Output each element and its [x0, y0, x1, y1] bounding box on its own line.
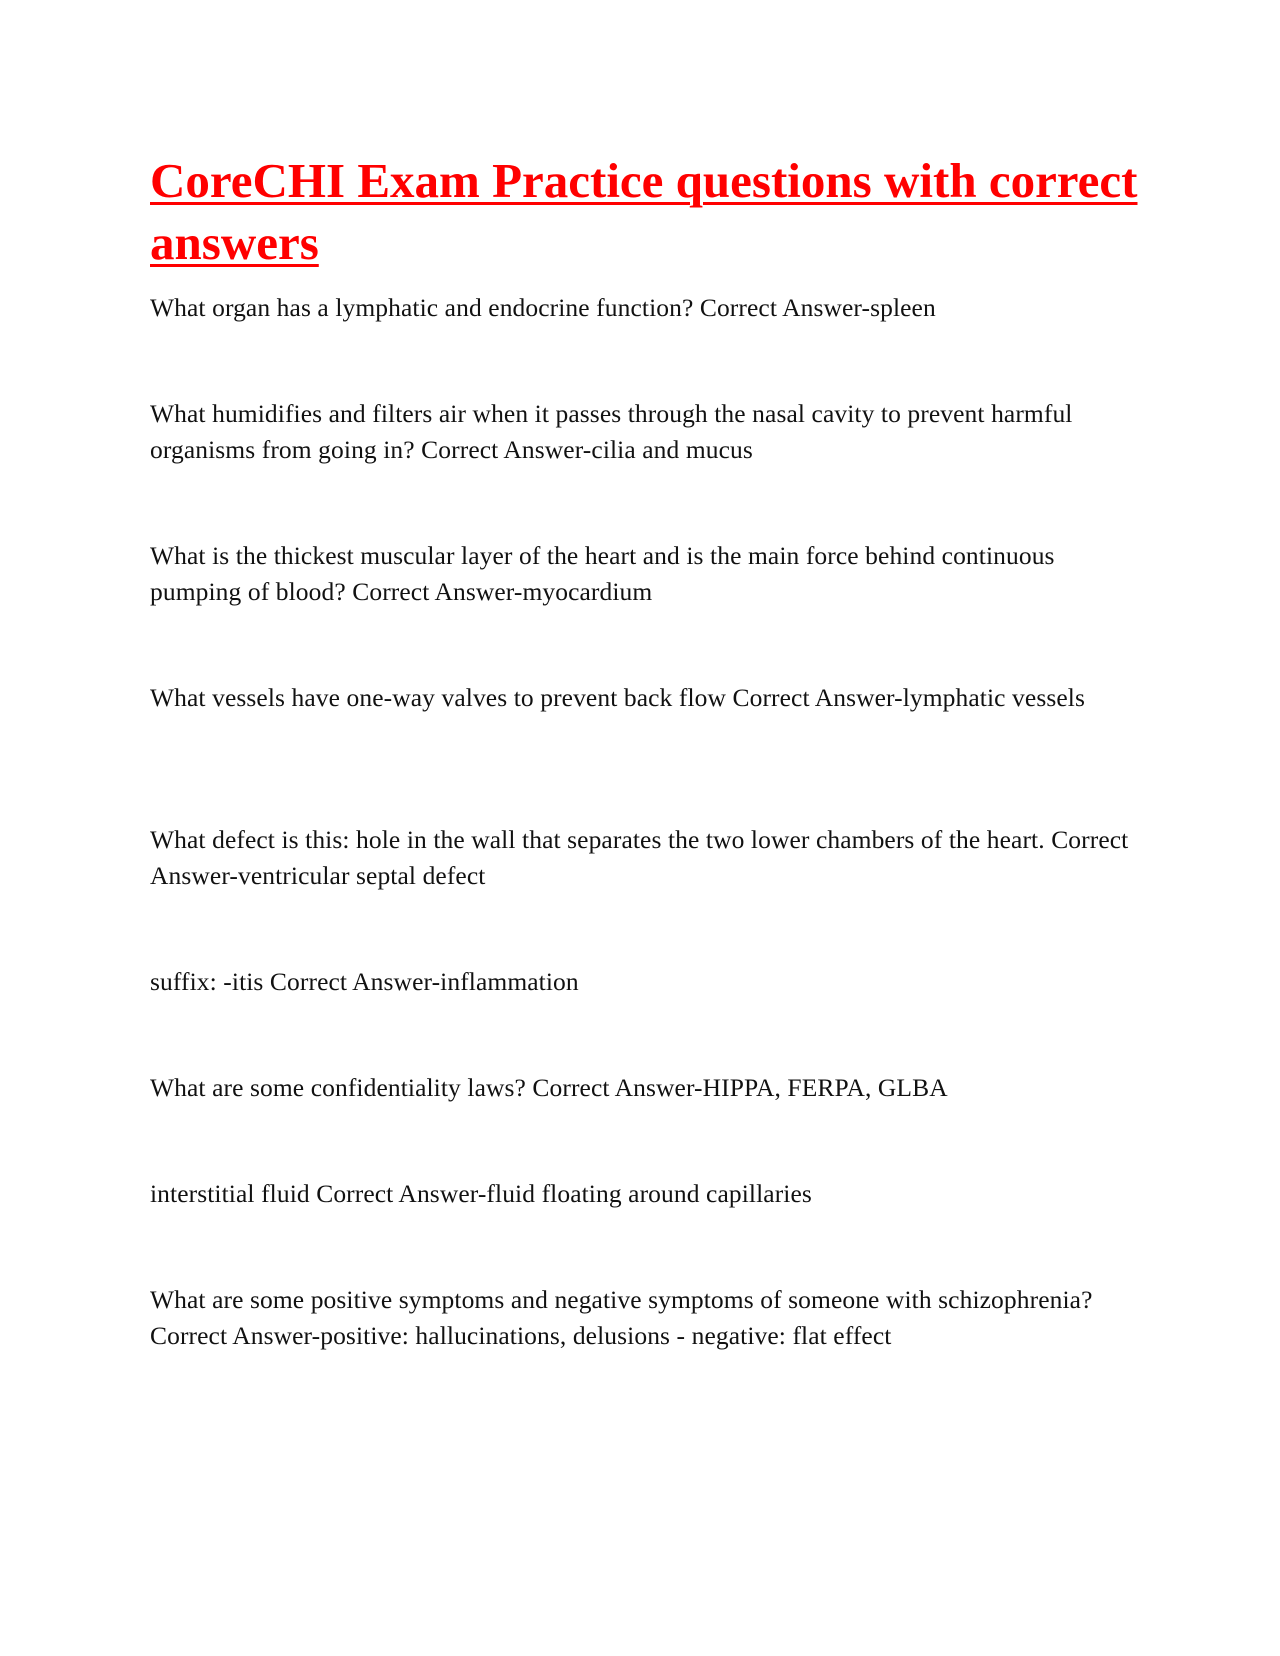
qa-item: What humidifies and filters air when it passes through the nasal cavity to prevent harmful organisms from going in? Correct Answer-cilia and mucus	[150, 399, 1073, 464]
qa-item: What vessels have one-way valves to prevent back flow Correct Answer-lymphatic vessels	[150, 683, 1086, 712]
qa-item: interstitial fluid Correct Answer-fluid floating around capillaries	[150, 1179, 812, 1208]
qa-item: What organ has a lymphatic and endocrine function? Correct Answer-spleen	[150, 293, 936, 322]
qa-item: What are some confidentiality laws? Correct Answer-HIPPA, FERPA, GLBA	[150, 1073, 948, 1102]
document-title: CoreCHI Exam Practice questions with correct answers	[150, 153, 1138, 270]
qa-item: What defect is this: hole in the wall that separates the two lower chambers of the heart. Correct Answer-ventricular septal defect	[150, 825, 1129, 890]
qa-item: suffix: -itis Correct Answer-inflammation	[150, 967, 579, 996]
qa-item: What are some positive symptoms and negative symptoms of someone with schizophrenia? Correct Answer-positive: hallucinations, delusions - negative: flat effect	[150, 1285, 1093, 1350]
qa-item: What is the thickest muscular layer of the heart and is the main force behind continuous pumping of blood? Correct Answer-myocardium	[150, 541, 1055, 606]
